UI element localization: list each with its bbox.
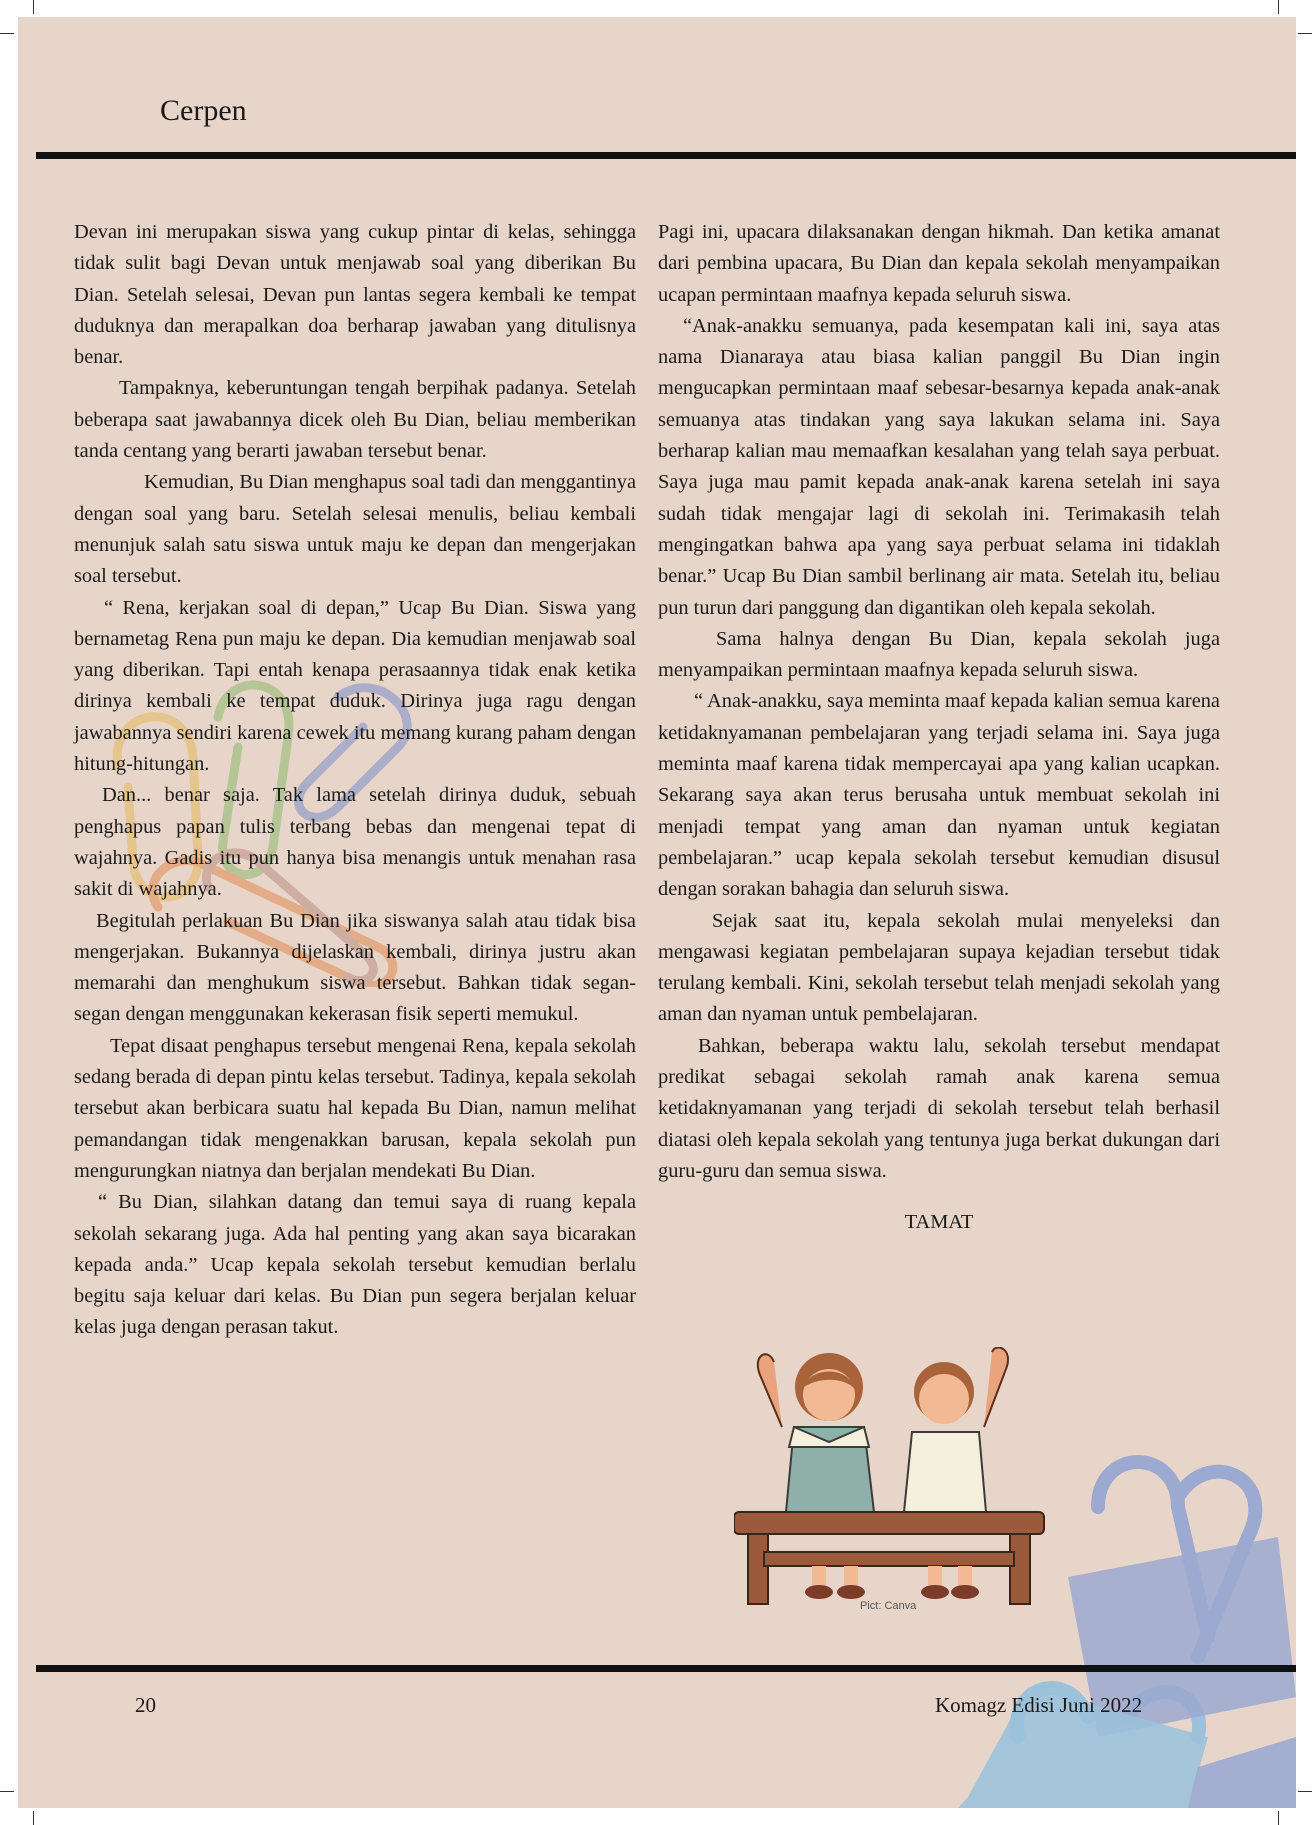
paragraph: “ Anak-anakku, saya meminta maaf kepada kalian semua karena ketidaknyamanan pembelajaran yang terjadi selama ini. Saya juga meminta maaf karena tidak mempercayai apa yang kalian ucapkan. Sekarang saya akan terus berusaha untuk membuat sekolah ini menjadi tempat yang aman dan nyaman untuk kegiatan pembelajaran.” ucap kepala sekolah tersebut kemudian disusul dengan sorakan bahagia dan seluruh siswa. [658, 690, 1220, 901]
illustration-credit: Pict: Canva [860, 1600, 917, 1612]
crop-mark [0, 1791, 14, 1792]
paragraph: Devan ini merupakan siswa yang cukup pintar di kelas, sehingga tidak sulit bagi Devan untuk menjawab soal yang diberikan Bu Dian. Setelah selesai, Devan pun lantas segera kembali ke tempat duduknya dan merapalkan doa berharap jawaban yang ditulisnya benar. [74, 221, 636, 369]
paragraph: Dan... benar saja. Tak lama setelah dirinya duduk, sebuah penghapus papan tulis terbang bebas dan mengenai tepat di wajahnya. Gadis itu pun hanya bisa menangis untuk menahan rasa sakit di wajahnya. [74, 784, 636, 901]
footer-rule [36, 1665, 1296, 1672]
paragraph: Sama halnya dengan Bu Dian, kepala sekolah juga menyampaikan permintaan maafnya kepada seluruh siswa. [658, 627, 1220, 682]
paragraph: Bahkan, beberapa waktu lalu, sekolah tersebut mendapat predikat sebagai sekolah ramah anak karena semua ketidaknyamanan yang terjadi di sekolah tersebut telah berhasil diatasi oleh kepala sekolah yang tentunya juga berkat dukungan dari guru-guru dan semua siswa. [658, 1034, 1220, 1182]
paragraph: “ Bu Dian, silahkan datang dan temui saya di ruang kepala sekolah sekarang juga. Ada hal penting yang akan saya bicarakan kepada anda.” Ucap kepala sekolah tersebut kemudian berlalu begitu saja keluar dari kelas. Bu Dian pun segera berjalan keluar kelas juga dengan perasan takut. [74, 1191, 636, 1339]
paragraph: Begitulah perlakuan Bu Dian jika siswanya salah atau tidak bisa mengerjakan. Bukannya dijelaskan kembali, dirinya justru akan memarahi dan menghukum siswa tersebut. Bahkan tidak segan-segan dengan menggunakan kekerasan fisik seperti memukul. [74, 909, 636, 1026]
crop-mark [33, 1811, 34, 1825]
story-left-column [74, 217, 636, 1344]
paragraph: Tampaknya, keberuntungan tengah berpihak padanya. Setelah beberapa saat jawabannya dicek oleh Bu Dian, beliau memberikan tanda centang yang berarti jawaban tersebut benar. [74, 377, 636, 463]
story-right-column [658, 217, 1220, 1239]
publication-name: Komagz Edisi Juni 2022 [935, 1693, 1143, 1717]
paragraph: “Anak-anakku semuanya, pada kesempatan kali ini, saya atas nama Dianaraya atau biasa kalian panggil Bu Dian ingin mengucapkan permintaan maaf sebesar-besarnya kepada anak-anak semuanya atas tindakan yang saya lakukan selama ini. Saya berharap kalian mau memaafkan kesalahan yang telah saya perbuat. Saya juga mau pamit kepada anak-anak karena setelah ini saya sudah tidak mengajar lagi di sekolah ini. Terimakasih telah mengingatkan bahwa apa yang saya perbuat selama ini tidaklah benar.” Ucap Bu Dian sambil berlinang air mata. Setelah itu, beliau pun turun dari panggung dan digantikan oleh kepala sekolah. [658, 314, 1220, 619]
section-title: Cerpen [160, 94, 247, 127]
paragraph: Sejak saat itu, kepala sekolah mulai menyeleksi dan mengawasi kegiatan pembelajaran supaya kejadian tersebut tidak terulang kembali. Kini, sekolah tersebut telah menjadi sekolah yang aman dan nyaman untuk pembelajaran. [658, 909, 1220, 1026]
paragraph: “ Rena, kerjakan soal di depan,” Ucap Bu Dian. Siswa yang bernametag Rena pun maju ke depan. Dia kemudian menjawab soal yang diberikan. Tapi entah kenapa perasaannya tidak enak ketika dirinya kembali ke tempat duduk. Dirinya juga ragu dengan jawabannya sendiri karena cewek itu memang kurang paham dengan hitung-hitungan. [74, 596, 636, 776]
magazine-page [18, 17, 1296, 1808]
binder-clips-decoration [948, 1437, 1296, 1808]
paragraph: Pagi ini, upacara dilaksanakan dengan hikmah. Dan ketika amanat dari pembina upacara, Bu Dian dan kepala sekolah menyampaikan ucapan permintaan maafnya kepada seluruh siswa. [658, 221, 1220, 306]
page-number: 20 [135, 1693, 156, 1717]
crop-mark [0, 33, 14, 34]
paragraph: Tepat disaat penghapus tersebut mengenai Rena, kepala sekolah sedang berada di depan pintu kelas tersebut. Tadinya, kepala sekolah tersebut akan berbicara suatu hal kepada Bu Dian, namun melihat pemandangan tidak mengenakkan barusan, kepala sekolah pun mengurungkan niatnya dan berjalan mendekati Bu Dian. [74, 1034, 636, 1182]
paragraph: Kemudian, Bu Dian menghapus soal tadi dan menggantinya dengan soal yang baru. Setelah selesai menulis, beliau kembali menunjuk salah satu siswa untuk maju ke depan dan mengerjakan soal tersebut. [74, 471, 636, 588]
header-rule [36, 152, 1296, 159]
crop-mark [1278, 0, 1279, 14]
crop-mark [33, 0, 34, 14]
crop-mark [1298, 33, 1312, 34]
crop-mark [1298, 1791, 1312, 1792]
crop-mark [1278, 1811, 1279, 1825]
ending-label: TAMAT [904, 1211, 974, 1234]
